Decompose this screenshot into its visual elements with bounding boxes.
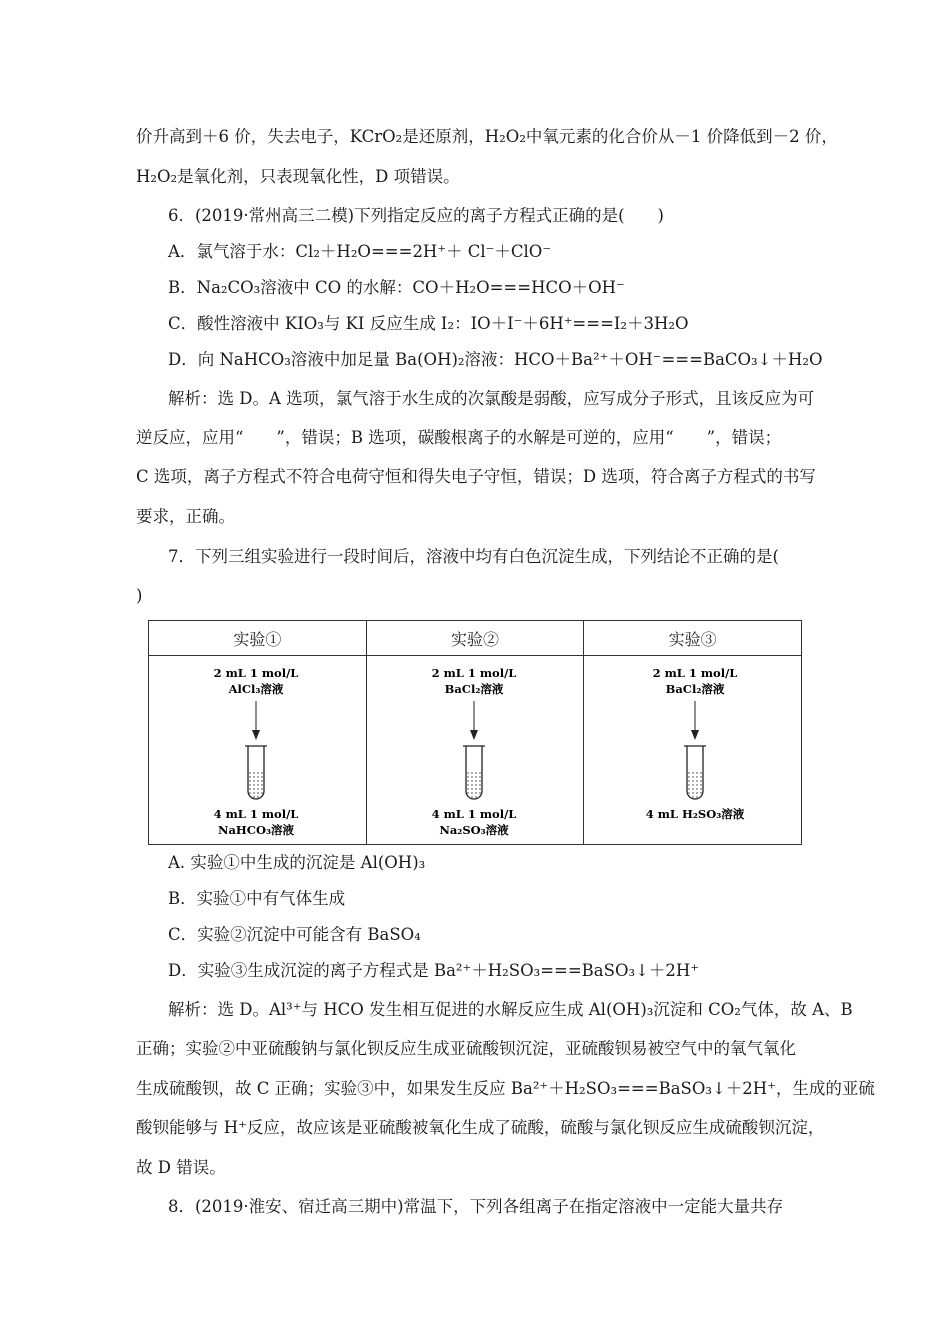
arrow-head: [470, 730, 478, 740]
question-6-option-d: D．向 NaHCO₃溶液中加足量 Ba(OH)₂溶液：HCO＋Ba²⁺＋OH⁻===BaCO₃↓＋H₂O: [168, 350, 823, 369]
reagent-top-amount: 2 mL 1 mol/L: [431, 666, 517, 680]
reagent-bottom-amount: 4 mL 1 mol/L: [213, 807, 299, 821]
question-6-answer: 解析：选 D。A 选项，氯气溶于水生成的次氯酸是弱酸，应写成分子形式，且该反应为可: [168, 389, 815, 408]
experiment-table: [148, 620, 802, 845]
question-7-answer: 解析：选 D。Al³⁺与 HCO 发生相互促进的水解反应生成 Al(OH)₃沉淀和 CO₂气体，故 A、B: [168, 1000, 853, 1019]
question-6-option-c: C．酸性溶液中 KIO₃与 KI 反应生成 I₂：IO＋I⁻＋6H⁺===I₂＋3H₂O: [168, 314, 689, 333]
question-7-option-c: C．实验②沉淀中可能含有 BaSO₄: [168, 925, 421, 944]
reagent-top-name: BaCl₂溶液: [665, 682, 725, 696]
question-7-answer: 正确；实验②中亚硫酸钠与氯化钡反应生成亚硫酸钡沉淀，亚硫酸钡易被空气中的氧气氧化: [136, 1039, 796, 1058]
reagent-bottom-name: 4 mL H₂SO₃溶液: [646, 807, 745, 821]
experiment-3-cell: [584, 656, 802, 845]
question-8-stem: 8．(2019·淮安、宿迁高三期中)常温下，下列各组离子在指定溶液中一定能大量共存: [168, 1197, 784, 1216]
reagent-top-name: BaCl₂溶液: [444, 682, 504, 696]
text-line: 价升高到＋6 价，失去电子，KCrO₂是还原剂，H₂O₂中氧元素的化合价从－1 价降低到－2 价，: [136, 127, 838, 146]
experiment-3-header: 实验③: [584, 621, 802, 656]
reagent-bottom-name: Na₂SO₃溶液: [438, 823, 509, 837]
question-6-answer: 要求，正确。: [136, 507, 235, 526]
question-6-stem: 6．(2019·常州高三二模)下列指定反应的离子方程式正确的是( ): [168, 206, 664, 225]
question-7-answer: 故 D 错误。: [136, 1158, 226, 1177]
experiment-2-header: 实验②: [366, 621, 584, 656]
reagent-top-amount: 2 mL 1 mol/L: [652, 666, 738, 680]
question-7-answer: 酸钡能够与 H⁺反应，故应该是亚硫酸被氧化生成了硫酸，硫酸与氯化钡反应生成硫酸钡沉淀，: [136, 1118, 825, 1137]
reagent-bottom-name: NaHCO₃溶液: [217, 823, 295, 837]
question-6-option-a: A．氯气溶于水：Cl₂＋H₂O===2H⁺＋ Cl⁻＋ClO⁻: [168, 242, 552, 261]
test-tube-diagram-2: [367, 656, 581, 844]
solution-in-tube: [688, 771, 703, 798]
reagent-top-amount: 2 mL 1 mol/L: [213, 666, 299, 680]
question-7-stem: ): [136, 586, 143, 605]
solution-in-tube: [249, 771, 264, 798]
question-7-answer: 生成硫酸钡，故 C 正确；实验③中，如果发生反应 Ba²⁺＋H₂SO₃===BaSO₃↓＋2H⁺，生成的亚硫: [136, 1079, 875, 1098]
text-line: H₂O₂是氧化剂，只表现氧化性，D 项错误。: [136, 167, 460, 186]
arrow-head: [252, 730, 260, 740]
arrow-head: [691, 730, 699, 740]
test-tube-diagram-1: [149, 656, 363, 844]
question-7-option-b: B．实验①中有气体生成: [168, 889, 346, 908]
experiment-2-cell: [366, 656, 584, 845]
experiment-1-header: 实验①: [149, 621, 367, 656]
question-6-option-b: B．Na₂CO₃溶液中 CO 的水解：CO＋H₂O===HCO＋OH⁻: [168, 278, 625, 297]
reagent-top-name: AlCl₃溶液: [228, 682, 284, 696]
experiment-1-cell: [149, 656, 367, 845]
question-6-answer: C 选项，离子方程式不符合电荷守恒和得失电子守恒，错误；D 选项，符合离子方程式的书写: [136, 467, 816, 486]
question-7-option-d: D．实验③生成沉淀的离子方程式是 Ba²⁺＋H₂SO₃===BaSO₃↓＋2H⁺: [168, 961, 700, 980]
test-tube-diagram-3: [584, 656, 806, 844]
question-7-stem: 7．下列三组实验进行一段时间后，溶液中均有白色沉淀生成，下列结论不正确的是(: [168, 547, 779, 566]
question-6-answer: 逆反应，应用“ ”，错误；B 选项，碳酸根离子的水解是可逆的，应用“ ”，错误；: [136, 428, 782, 447]
question-7-option-a: A. 实验①中生成的沉淀是 Al(OH)₃: [168, 853, 426, 872]
reagent-bottom-amount: 4 mL 1 mol/L: [431, 807, 517, 821]
solution-in-tube: [466, 771, 481, 798]
